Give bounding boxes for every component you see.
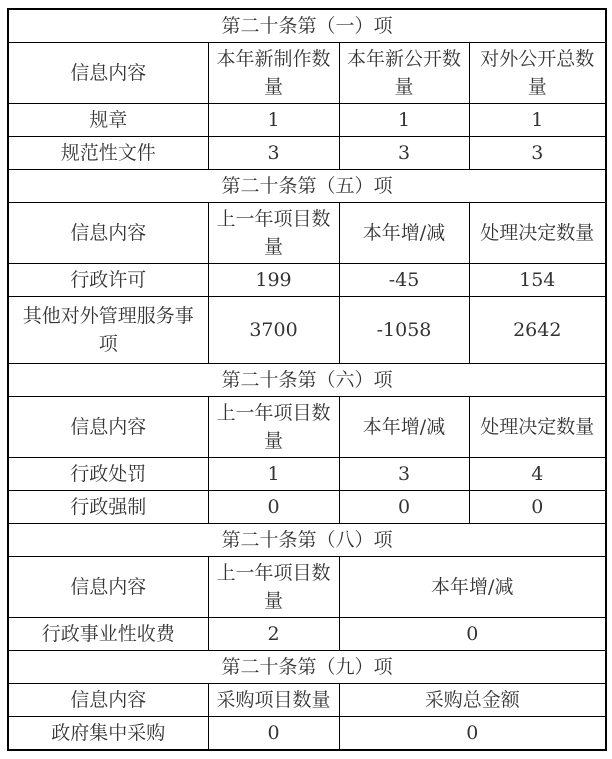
column-header: 信息内容 bbox=[8, 203, 208, 264]
data-cell: 0 bbox=[208, 491, 339, 524]
data-cell: 3 bbox=[339, 137, 469, 170]
column-header: 处理决定数量 bbox=[469, 203, 606, 264]
row-label: 行政处罚 bbox=[8, 458, 208, 491]
column-header: 信息内容 bbox=[8, 557, 208, 618]
section-title: 第二十条第（五）项 bbox=[8, 170, 606, 203]
data-cell: 3 bbox=[339, 458, 469, 491]
data-cell: 1 bbox=[208, 458, 339, 491]
data-cell: 3 bbox=[469, 137, 606, 170]
table-row bbox=[8, 137, 606, 170]
row-label: 行政强制 bbox=[8, 491, 208, 524]
data-cell: 3700 bbox=[208, 297, 339, 364]
column-header: 处理决定数量 bbox=[469, 397, 606, 458]
section-title: 第二十条第（一）项 bbox=[8, 9, 606, 43]
row-label: 其他对外管理服务事项 bbox=[8, 297, 208, 364]
data-cell: 1 bbox=[339, 104, 469, 137]
row-label: 行政事业性收费 bbox=[8, 618, 208, 651]
data-cell: -1058 bbox=[339, 297, 469, 364]
table-row bbox=[8, 618, 606, 651]
data-cell: 2642 bbox=[469, 297, 606, 364]
data-cell: 199 bbox=[208, 264, 339, 297]
table-row bbox=[8, 104, 606, 137]
section-title: 第二十条第（八）项 bbox=[8, 524, 606, 557]
column-header: 对外公开总数量 bbox=[469, 43, 606, 104]
data-cell: 1 bbox=[208, 104, 339, 137]
column-header: 本年增/减 bbox=[339, 397, 469, 458]
row-label: 规范性文件 bbox=[8, 137, 208, 170]
data-cell: 0 bbox=[339, 618, 606, 651]
column-header: 本年增/减 bbox=[339, 203, 469, 264]
column-header: 采购项目数量 bbox=[208, 684, 339, 717]
data-cell: -45 bbox=[339, 264, 469, 297]
data-cell: 0 bbox=[208, 717, 339, 751]
table-row bbox=[8, 264, 606, 297]
column-header: 信息内容 bbox=[8, 43, 208, 104]
data-cell: 2 bbox=[208, 618, 339, 651]
data-cell: 0 bbox=[339, 491, 469, 524]
column-header: 采购总金额 bbox=[339, 684, 606, 717]
section-title: 第二十条第（九）项 bbox=[8, 651, 606, 684]
column-header: 上一年项目数量 bbox=[208, 397, 339, 458]
table-row bbox=[8, 297, 606, 364]
data-cell: 154 bbox=[469, 264, 606, 297]
data-cell: 0 bbox=[469, 491, 606, 524]
column-header: 本年新制作数量 bbox=[208, 43, 339, 104]
row-label: 政府集中采购 bbox=[8, 717, 208, 751]
data-cell: 0 bbox=[339, 717, 606, 751]
column-header: 本年新公开数量 bbox=[339, 43, 469, 104]
data-cell: 3 bbox=[208, 137, 339, 170]
row-label: 行政许可 bbox=[8, 264, 208, 297]
table-row bbox=[8, 458, 606, 491]
column-header: 上一年项目数量 bbox=[208, 557, 339, 618]
disclosure-report-table bbox=[7, 8, 607, 751]
data-cell: 1 bbox=[469, 104, 606, 137]
row-label: 规章 bbox=[8, 104, 208, 137]
column-header: 上一年项目数量 bbox=[208, 203, 339, 264]
data-cell: 4 bbox=[469, 458, 606, 491]
section-title: 第二十条第（六）项 bbox=[8, 364, 606, 397]
column-header: 本年增/减 bbox=[339, 557, 606, 618]
table-row bbox=[8, 491, 606, 524]
column-header: 信息内容 bbox=[8, 684, 208, 717]
column-header: 信息内容 bbox=[8, 397, 208, 458]
